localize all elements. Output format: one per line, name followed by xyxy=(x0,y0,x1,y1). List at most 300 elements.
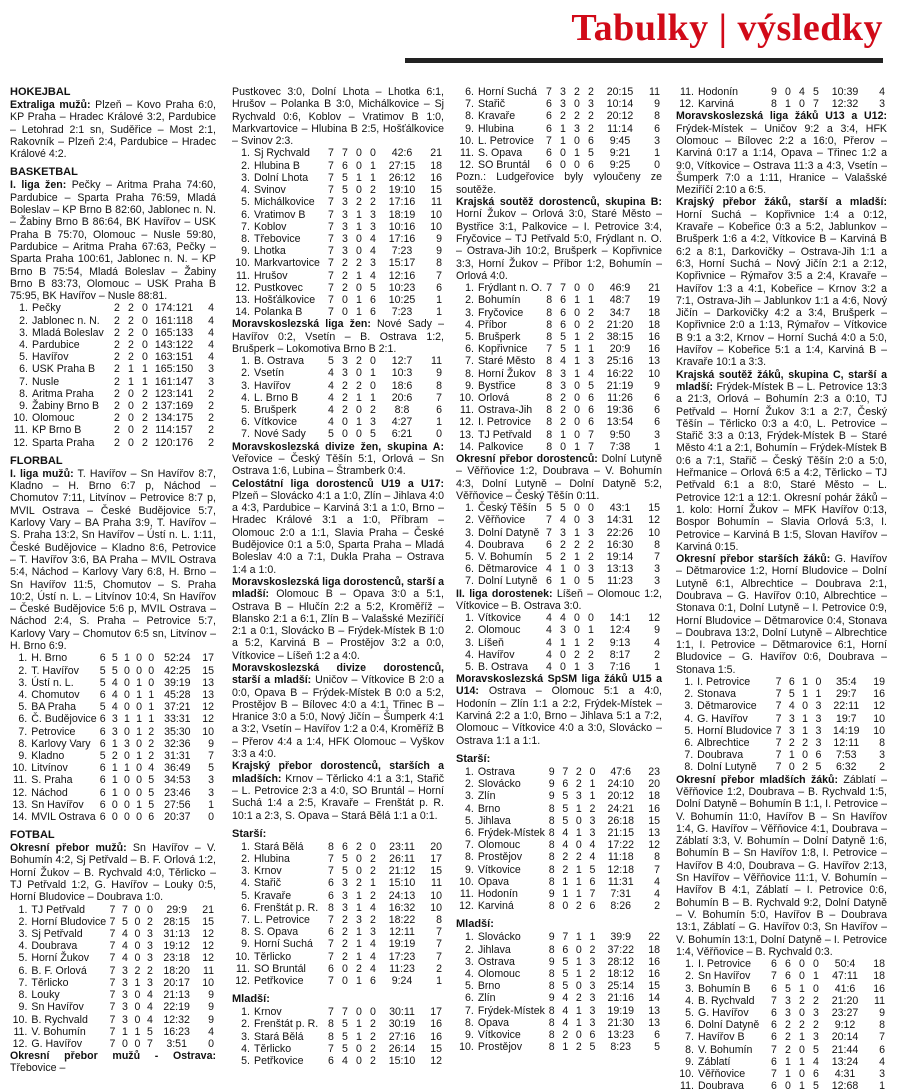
stat-cell: 7 xyxy=(589,887,596,900)
stat-cell: 2 xyxy=(813,1019,819,1032)
rank-cell: 12. xyxy=(235,281,250,294)
stat-cell: 1 xyxy=(575,931,582,944)
competition-name: II. liga dorostenek: xyxy=(456,587,553,600)
points-cell: 15 xyxy=(430,865,442,878)
team-cell: Horní Bludovice xyxy=(697,724,772,737)
points-cell: 9 xyxy=(879,1006,885,1019)
stat-cell: 0 xyxy=(574,624,580,637)
stat-cell: 1 xyxy=(802,724,809,737)
stat-cell: 7 xyxy=(771,1067,777,1080)
stat-cell: 5 xyxy=(122,915,128,928)
rank-cell: 5. xyxy=(465,660,474,673)
stat-cell: 2 xyxy=(356,257,362,270)
stat-cell: 3 xyxy=(342,889,348,902)
score-cell: 7:38 xyxy=(609,440,631,453)
rank-cell: 13. xyxy=(235,293,250,306)
team-cell: Věřňovice xyxy=(698,1067,746,1080)
points-cell: 9 xyxy=(436,245,442,258)
table-row xyxy=(676,713,887,725)
stat-cell: 2 xyxy=(114,412,120,425)
table-row xyxy=(232,902,444,914)
score-cell: 7:23 xyxy=(391,306,413,319)
stat-cell: 1 xyxy=(574,147,580,160)
rank-cell: 1. xyxy=(684,676,694,689)
team-cell: Líšeň xyxy=(478,636,504,649)
stat-cell: 2 xyxy=(788,737,795,750)
table-row xyxy=(232,380,444,392)
stat-cell: 1 xyxy=(574,355,581,368)
competition-name: Moravskoslezská liga žáků U13 a U12: xyxy=(676,110,887,123)
score-cell: 28:12 xyxy=(607,955,634,968)
stat-cell: 7 xyxy=(771,1043,777,1056)
stat-cell: 4 xyxy=(370,269,376,282)
stat-cell: 1 xyxy=(356,950,362,963)
stat-cell: 2 xyxy=(799,994,805,1007)
score-cell: 165:150 xyxy=(154,363,194,376)
score-cell: 36:49 xyxy=(164,762,191,775)
score-cell: 8:8 xyxy=(394,404,410,417)
stat-cell: 0 xyxy=(574,391,581,404)
team-cell: Havířov xyxy=(32,351,69,364)
stat-cell: 3 xyxy=(111,713,118,726)
results-paragraph xyxy=(10,468,216,652)
stat-cell: 4 xyxy=(328,391,334,404)
rank-cell: 6. xyxy=(464,992,474,1005)
rank-cell: 12. xyxy=(235,975,250,988)
points-cell: 9 xyxy=(208,1013,214,1026)
rank-cell: 4. xyxy=(684,712,694,725)
team-cell: Krnov xyxy=(254,865,282,878)
score-cell: 6:21 xyxy=(391,428,413,441)
stat-cell: 7 xyxy=(771,994,777,1007)
group-label: Starší: xyxy=(456,752,491,765)
rank-cell: 11. xyxy=(459,887,474,900)
score-cell: 14:31 xyxy=(606,514,634,527)
rank-cell: 14. xyxy=(12,810,28,823)
stat-cell: 1 xyxy=(574,330,581,343)
score-cell: 19:14 xyxy=(606,550,634,563)
points-cell: 10 xyxy=(430,901,442,914)
score-cell: 43:1 xyxy=(609,502,631,515)
stat-cell: 3 xyxy=(588,355,595,368)
score-cell: 11:23 xyxy=(389,962,415,975)
score-cell: 20:17 xyxy=(163,976,190,989)
score-cell: 21:20 xyxy=(831,994,859,1007)
points-cell: 10 xyxy=(430,889,442,902)
rank-cell: 1. xyxy=(241,355,250,368)
stat-cell: 0 xyxy=(128,387,134,400)
score-cell: 20:12 xyxy=(606,110,634,123)
team-cell: Brno xyxy=(477,802,501,815)
points-cell: 16 xyxy=(648,955,660,968)
points-cell: 0 xyxy=(654,159,660,172)
stat-cell: 2 xyxy=(588,86,594,98)
team-cell: Zlín xyxy=(477,992,496,1005)
rank-cell: 10. xyxy=(459,134,474,147)
stat-cell: 0 xyxy=(356,184,362,197)
team-cell: Olomouc xyxy=(32,412,75,425)
table-row xyxy=(10,412,216,424)
team-cell: Havířov xyxy=(254,379,291,392)
standings-table xyxy=(232,841,444,987)
stat-cell: 6 xyxy=(785,970,791,983)
team-cell: Třebovice xyxy=(254,232,301,245)
stat-cell: 0 xyxy=(124,676,130,689)
points-cell: 14 xyxy=(648,992,660,1005)
points-cell: 3 xyxy=(208,786,214,799)
table-row xyxy=(676,725,887,737)
points-cell: 2 xyxy=(879,761,885,774)
rank-cell: 14. xyxy=(235,306,250,319)
stat-cell: 5 xyxy=(589,1041,596,1054)
rank-cell: 11. xyxy=(14,424,28,437)
rank-cell: 5. xyxy=(18,701,28,714)
team-cell: Dolní Lhota xyxy=(254,171,309,184)
stat-cell: 3 xyxy=(342,220,348,233)
stat-cell: 7 xyxy=(328,281,334,294)
rank-cell: 4. xyxy=(465,318,474,331)
rank-cell: 8. xyxy=(19,387,28,400)
stat-cell: 0 xyxy=(356,865,362,878)
points-cell: 11 xyxy=(431,355,442,368)
stat-cell: 6 xyxy=(560,294,567,307)
stat-cell: 7 xyxy=(109,1001,116,1014)
stat-cell: 3 xyxy=(147,976,153,989)
stat-cell: 5 xyxy=(342,171,348,184)
score-cell: 46:9 xyxy=(609,282,631,295)
rank-cell: 3. xyxy=(464,955,474,968)
points-cell: 12 xyxy=(202,952,214,965)
rank-cell: 12. xyxy=(459,159,474,172)
score-cell: 16:32 xyxy=(388,901,416,914)
stat-cell: 3 xyxy=(370,220,376,233)
stat-cell: 4 xyxy=(546,636,552,649)
stat-cell: 0 xyxy=(588,502,594,515)
table-row xyxy=(232,951,444,963)
points-cell: 4 xyxy=(208,302,214,315)
stat-cell: 5 xyxy=(588,575,594,588)
stat-cell: 8 xyxy=(548,967,555,980)
standings-table xyxy=(232,355,444,440)
team-cell: TJ Petřvald xyxy=(477,428,532,441)
stat-cell: 2 xyxy=(785,1019,791,1032)
stat-cell: 8 xyxy=(548,1016,555,1029)
rank-cell: 5. xyxy=(465,550,474,563)
stat-cell: 7 xyxy=(328,232,334,245)
stat-cell: 0 xyxy=(148,652,155,665)
stat-cell: 2 xyxy=(342,950,348,963)
team-cell: Vítkovice xyxy=(478,612,521,625)
stat-cell: 0 xyxy=(574,306,581,319)
table-row xyxy=(676,86,887,98)
stat-cell: 8 xyxy=(771,98,777,111)
stat-cell: 5 xyxy=(560,502,566,515)
rank-cell: 2. xyxy=(241,367,250,380)
team-cell: Horní Suchá xyxy=(478,86,537,98)
stat-cell: 3 xyxy=(588,526,594,539)
stat-cell: 0 xyxy=(574,379,581,392)
stat-cell: 3 xyxy=(813,1006,819,1019)
points-cell: 16 xyxy=(430,1030,442,1043)
team-cell: B. F. Orlová xyxy=(31,964,87,977)
stat-cell: 1 xyxy=(575,826,582,839)
stat-cell: 2 xyxy=(342,257,348,270)
points-cell: 0 xyxy=(436,428,442,441)
stat-cell: 2 xyxy=(588,550,594,563)
stat-cell: 0 xyxy=(136,810,143,823)
points-cell: 1 xyxy=(879,1080,885,1092)
score-cell: 7:31 xyxy=(610,887,632,900)
score-cell: 13:24 xyxy=(831,1055,859,1068)
stat-cell: 4 xyxy=(328,367,334,380)
results-text: Sn Havířov – V. Bohumín 4:2, Sj Petřvald – B. F. Orlová 1:2, Horní Žukov – B. Rychvald 4:0, Těrlicko – TJ Petřvald 1:2, G. Havířov – Louky 0:5, Horní Bludovice – Doubrava 1:0. xyxy=(10,842,216,904)
stat-cell: 8 xyxy=(546,391,553,404)
team-cell: Žabiny Brno B xyxy=(32,400,100,413)
stat-cell: 4 xyxy=(328,379,334,392)
stat-cell: 4 xyxy=(560,612,566,625)
table-row xyxy=(10,904,216,916)
rank-cell: 5. xyxy=(241,404,250,417)
stat-cell: 5 xyxy=(546,502,552,515)
team-cell: I. Petrovice xyxy=(698,958,751,971)
rank-cell: 6. xyxy=(464,826,474,839)
stat-cell: 8 xyxy=(548,863,555,876)
rank-cell: 4. xyxy=(465,538,474,551)
score-cell: 22:19 xyxy=(163,1001,190,1014)
stat-cell: 4 xyxy=(147,1001,153,1014)
stat-cell: 4 xyxy=(370,245,376,258)
stat-cell: 1 xyxy=(562,887,569,900)
points-cell: 13 xyxy=(202,676,214,689)
rank-cell: 5. xyxy=(464,814,474,827)
table-row xyxy=(676,995,887,1007)
stat-cell: 1 xyxy=(134,1025,141,1038)
stat-cell: 8 xyxy=(546,318,553,331)
stat-cell: 4 xyxy=(370,950,376,963)
results-paragraph xyxy=(456,453,662,502)
points-cell: 3 xyxy=(208,774,214,787)
group-label: Starší: xyxy=(232,827,267,840)
points-cell: 18 xyxy=(648,790,660,803)
stat-cell: 1 xyxy=(575,955,582,968)
rank-cell: 2. xyxy=(684,688,694,701)
stat-cell: 1 xyxy=(128,375,134,388)
points-cell: 7 xyxy=(654,863,660,876)
note-text: Pozn.: Ludgeřovice byly vyloučeny ze soutěže. xyxy=(456,171,662,196)
competition-name: Okresní přebor mužů - Ostrava: xyxy=(10,1050,216,1063)
stat-cell: 4 xyxy=(122,940,128,953)
competition-name: Extraliga mužů: xyxy=(10,99,91,111)
rank-cell: 2. xyxy=(685,970,694,983)
score-cell: 8:23 xyxy=(610,1041,632,1054)
table-row xyxy=(232,1043,444,1055)
stat-cell: 7 xyxy=(560,282,567,295)
rank-cell: 2. xyxy=(241,853,250,866)
team-cell: I. Petrovice xyxy=(697,676,751,689)
stat-cell: 0 xyxy=(356,159,362,172)
competition-name: Moravskoslezská SpSM liga žáků U15 a U14: xyxy=(456,673,662,698)
stat-cell: 0 xyxy=(342,416,348,429)
score-cell: 22:26 xyxy=(606,526,634,539)
stat-cell: 3 xyxy=(342,877,348,890)
stat-cell: 7 xyxy=(775,737,782,750)
team-cell: Dětmarovice xyxy=(478,563,538,576)
stat-cell: 0 xyxy=(142,302,148,315)
stat-cell: 1 xyxy=(560,122,566,135)
stat-cell: 0 xyxy=(124,798,130,811)
rank-cell: 3. xyxy=(685,982,694,995)
stat-cell: 2 xyxy=(128,302,134,315)
points-cell: 10 xyxy=(873,724,885,737)
rank-cell: 8. xyxy=(18,989,28,1002)
table-row xyxy=(456,851,662,863)
table-row xyxy=(10,799,216,811)
stat-cell: 2 xyxy=(574,648,580,661)
stat-cell: 8 xyxy=(548,851,555,864)
stat-cell: 7 xyxy=(109,989,116,1002)
stat-cell: 7 xyxy=(109,1037,116,1050)
rank-cell: 12. xyxy=(459,900,474,913)
stat-cell: 0 xyxy=(111,798,118,811)
points-cell: 18 xyxy=(648,943,660,956)
points-cell: 11 xyxy=(874,994,885,1007)
points-cell: 3 xyxy=(879,749,885,762)
rank-cell: 4. xyxy=(464,802,474,815)
score-cell: 16:23 xyxy=(163,1025,190,1038)
stat-cell: 4 xyxy=(562,992,569,1005)
team-cell: Staré Město xyxy=(477,355,536,368)
table-row xyxy=(456,944,662,956)
points-cell: 4 xyxy=(879,86,885,98)
stat-cell: 7 xyxy=(328,950,334,963)
score-cell: 13:13 xyxy=(606,563,634,576)
points-cell: 15 xyxy=(648,814,660,827)
stat-cell: 0 xyxy=(134,989,141,1002)
score-cell: 12:11 xyxy=(833,737,860,750)
stat-cell: 9 xyxy=(548,992,555,1005)
table-row xyxy=(10,376,216,388)
table-row xyxy=(676,983,887,995)
stat-cell: 6 xyxy=(99,652,106,665)
team-cell: Pečky xyxy=(32,302,61,315)
stat-cell: 6 xyxy=(771,1055,777,1068)
stat-cell: 0 xyxy=(136,652,143,665)
score-cell: 12:32 xyxy=(163,1013,190,1026)
stat-cell: 1 xyxy=(356,1018,362,1031)
stat-cell: 3 xyxy=(560,98,566,111)
table-row xyxy=(456,992,662,1004)
score-cell: 42:25 xyxy=(164,664,191,677)
stat-cell: 1 xyxy=(588,294,595,307)
stat-cell: 2 xyxy=(148,737,155,750)
stat-cell: 7 xyxy=(328,865,334,878)
competition-name: Moravskoslezská divize žen, skupina A: xyxy=(232,440,444,453)
stat-cell: 8 xyxy=(548,1029,555,1041)
points-cell: 9 xyxy=(208,1001,214,1014)
stat-cell: 3 xyxy=(147,940,153,953)
table-row xyxy=(456,1017,662,1029)
team-cell: Jablonec n. N. xyxy=(32,314,100,327)
results-text: Pečky – Aritma Praha 74:60, Pardubice – Sparta Praha 76:59, Mladá Boleslav – KP Brno B 82:60, Jablonec n. N. – Žabiny Brno B 86:64, BK Havířov – USK Praha B 75:70, Olomouc – Nusle 59:80, Pardubice – Aritma Praha 67:63, Pečky – Sparta Praha 100:61, Jablonec n. N. – KP Brno B 75:54, Mladá Boleslav – Žabiny Brno B 83:73, Olomouc – USK Praha B 75:95, BK Havířov – Nusle 88:81. xyxy=(10,179,216,303)
stat-cell: 2 xyxy=(356,877,362,890)
team-cell: Těrlicko xyxy=(254,1042,292,1055)
stat-cell: 0 xyxy=(560,440,567,453)
results-text: Třebovice – xyxy=(10,1062,66,1075)
stat-cell: 7 xyxy=(328,220,334,233)
score-cell: 13:54 xyxy=(606,416,634,429)
stat-cell: 1 xyxy=(128,363,134,376)
table-row xyxy=(676,749,887,761)
team-cell: Vítkovice xyxy=(477,1029,521,1041)
stat-cell: 1 xyxy=(142,363,148,376)
team-cell: Stařič xyxy=(254,877,282,890)
team-cell: V. Bohumín xyxy=(478,550,533,563)
table-row xyxy=(456,539,662,551)
competition-name: Krajský přebor žáků, starší a mladší: xyxy=(676,196,887,209)
rank-cell: 2. xyxy=(464,943,474,956)
table-row xyxy=(232,196,444,208)
results-text: Líšeň – Olomouc 1:2, Vítkovice – B. Ostrava 3:0. xyxy=(456,587,662,612)
stat-cell: 0 xyxy=(136,737,143,750)
score-cell: 19:19 xyxy=(607,1004,634,1017)
team-cell: Zlín xyxy=(477,790,496,803)
points-cell: 16 xyxy=(430,1018,442,1031)
table-row xyxy=(676,1007,887,1019)
stat-cell: 2 xyxy=(560,538,566,551)
table-row xyxy=(456,575,662,587)
points-cell: 13 xyxy=(648,1016,660,1029)
stat-cell: 1 xyxy=(785,1067,791,1080)
score-cell: 16:30 xyxy=(606,538,634,551)
table-row xyxy=(10,940,216,952)
results-text: Dolní Lutyně – Věřňovice 1:2, Doubrava – V. Bohumín 4:3, Dolní Lutyně – Dolní Datyně 5:2, Věřňovice – Český Těšín 0:11. xyxy=(456,452,662,502)
points-cell: 21 xyxy=(430,147,442,160)
table-row xyxy=(232,914,444,926)
stat-cell: 9 xyxy=(548,955,555,968)
table-row xyxy=(232,147,444,159)
table-row xyxy=(456,624,662,636)
stat-cell: 5 xyxy=(99,701,106,714)
rank-cell: 3. xyxy=(241,865,250,878)
stat-cell: 0 xyxy=(574,318,581,331)
score-cell: 47:11 xyxy=(832,970,858,983)
score-cell: 4:31 xyxy=(834,1067,856,1080)
table-row xyxy=(676,1056,887,1068)
score-cell: 12:7 xyxy=(391,355,413,368)
stat-cell: 1 xyxy=(148,688,155,701)
rank-cell: 2. xyxy=(465,514,474,527)
score-cell: 39:19 xyxy=(164,676,191,689)
team-cell: Ostrava xyxy=(477,955,515,968)
stat-cell: 5 xyxy=(111,664,118,677)
score-cell: 18:12 xyxy=(607,967,634,980)
stat-cell: 2 xyxy=(342,404,348,417)
stat-cell: 5 xyxy=(342,184,348,197)
rank-cell: 2. xyxy=(241,159,250,172)
score-cell: 45:28 xyxy=(164,688,191,701)
table-row xyxy=(456,502,662,514)
page-header xyxy=(0,0,897,78)
stat-cell: 6 xyxy=(771,1006,777,1019)
stat-cell: 2 xyxy=(128,351,134,364)
stat-cell: 1 xyxy=(815,688,822,701)
stat-cell: 0 xyxy=(356,1006,362,1019)
table-row xyxy=(456,110,662,122)
points-cell: 6 xyxy=(654,122,660,135)
score-cell: 20:6 xyxy=(391,391,413,404)
score-cell: 12:18 xyxy=(607,863,634,876)
table-row xyxy=(456,839,662,851)
